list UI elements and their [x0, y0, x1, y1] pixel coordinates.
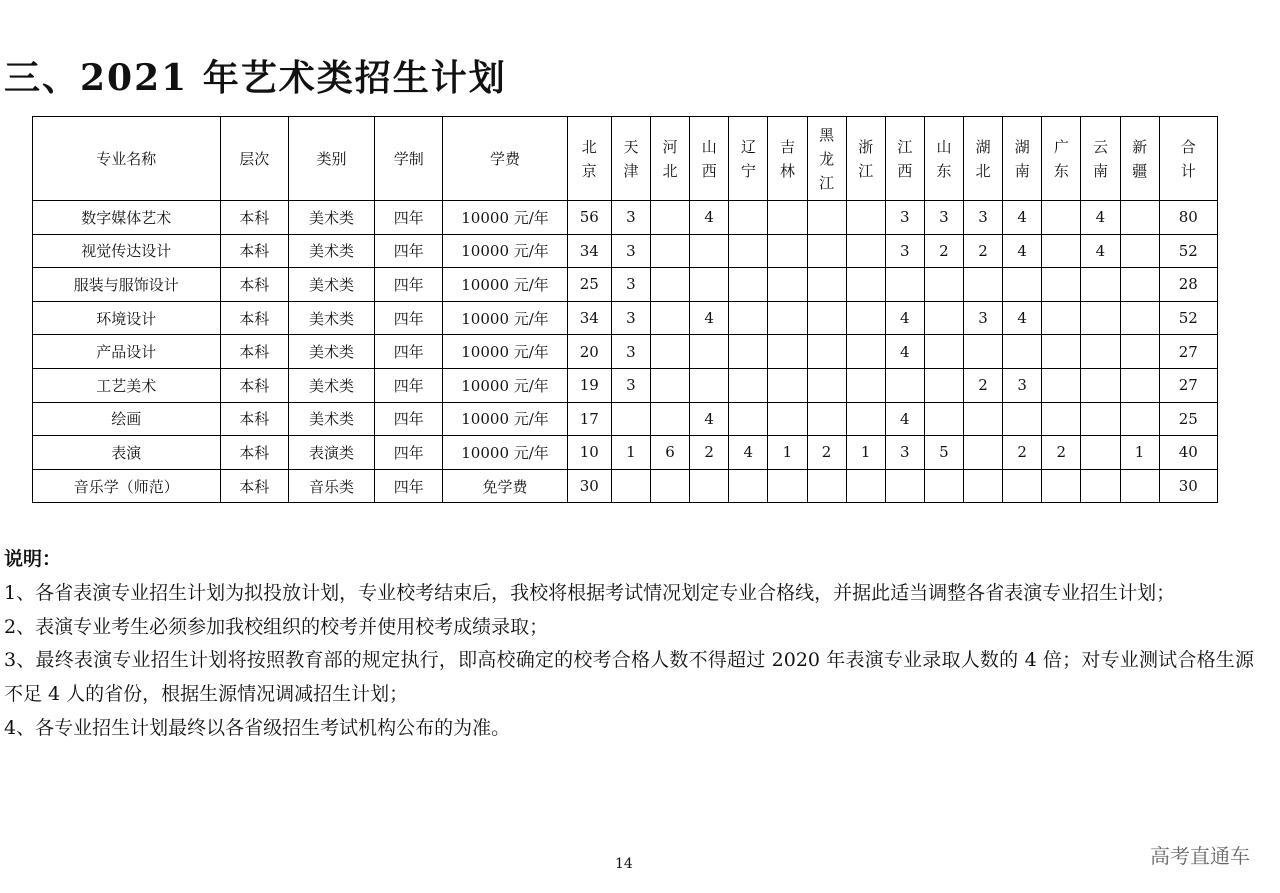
notes-section — [4, 543, 1254, 746]
header-province-label: 山东 — [936, 137, 952, 180]
total-cell: 80 — [1159, 201, 1217, 235]
province-count-cell: 30 — [567, 469, 611, 503]
province-count-cell: 3 — [611, 368, 650, 402]
province-count-cell — [846, 469, 885, 503]
province-count-cell: 3 — [611, 201, 650, 235]
fee-cell: 10000 元/年 — [443, 335, 567, 369]
province-count-cell — [1120, 335, 1159, 369]
major-cell: 表演 — [33, 436, 221, 470]
category-cell: 美术类 — [288, 335, 374, 369]
header-province-label: 吉林 — [779, 137, 795, 180]
province-count-cell — [651, 335, 690, 369]
level-cell: 本科 — [220, 201, 288, 235]
province-count-cell — [885, 368, 924, 402]
header-province-label: 河北 — [662, 137, 678, 180]
province-count-cell — [690, 234, 729, 268]
province-count-cell — [768, 469, 807, 503]
major-cell: 服装与服饰设计 — [33, 268, 221, 302]
province-count-cell: 4 — [1081, 234, 1120, 268]
province-count-cell — [729, 268, 768, 302]
total-cell: 25 — [1159, 402, 1217, 436]
province-count-cell — [807, 402, 846, 436]
province-count-cell — [807, 368, 846, 402]
header-duration: 学制 — [375, 117, 443, 201]
province-count-cell — [1042, 402, 1081, 436]
province-count-cell: 1 — [846, 436, 885, 470]
province-count-cell: 6 — [651, 436, 690, 470]
header-province — [651, 117, 690, 201]
province-count-cell — [924, 368, 963, 402]
province-count-cell — [768, 268, 807, 302]
province-count-cell: 3 — [924, 201, 963, 235]
header-province — [964, 117, 1003, 201]
header-category: 类别 — [288, 117, 374, 201]
province-count-cell — [768, 402, 807, 436]
header-province — [885, 117, 924, 201]
province-count-cell — [885, 469, 924, 503]
header-province — [1081, 117, 1120, 201]
fee-cell: 10000 元/年 — [443, 301, 567, 335]
total-cell: 27 — [1159, 335, 1217, 369]
province-count-cell: 3 — [1003, 368, 1042, 402]
header-fee: 学费 — [443, 117, 567, 201]
level-cell: 本科 — [220, 402, 288, 436]
level-cell: 本科 — [220, 368, 288, 402]
header-province — [1042, 117, 1081, 201]
province-count-cell — [964, 268, 1003, 302]
duration-cell: 四年 — [375, 335, 443, 369]
province-count-cell: 4 — [885, 335, 924, 369]
province-count-cell — [690, 335, 729, 369]
province-count-cell — [1042, 201, 1081, 235]
province-count-cell: 3 — [611, 335, 650, 369]
header-province — [1120, 117, 1159, 201]
header-province — [1003, 117, 1042, 201]
province-count-cell — [1120, 234, 1159, 268]
province-count-cell: 34 — [567, 234, 611, 268]
duration-cell: 四年 — [375, 301, 443, 335]
province-count-cell — [1003, 469, 1042, 503]
table-row — [33, 335, 1218, 369]
province-count-cell — [1120, 368, 1159, 402]
header-province — [729, 117, 768, 201]
province-count-cell — [729, 201, 768, 235]
header-province-label: 湖南 — [1014, 137, 1030, 180]
province-count-cell — [768, 335, 807, 369]
province-count-cell: 2 — [807, 436, 846, 470]
province-count-cell: 3 — [964, 201, 1003, 235]
header-province-label: 天津 — [623, 137, 639, 180]
major-cell: 产品设计 — [33, 335, 221, 369]
province-count-cell — [846, 368, 885, 402]
province-count-cell — [1042, 234, 1081, 268]
table-row — [33, 234, 1218, 268]
province-count-cell — [1003, 335, 1042, 369]
province-count-cell — [1120, 301, 1159, 335]
province-count-cell: 3 — [964, 301, 1003, 335]
category-cell: 美术类 — [288, 268, 374, 302]
province-count-cell — [651, 268, 690, 302]
level-cell: 本科 — [220, 268, 288, 302]
province-count-cell — [964, 469, 1003, 503]
province-count-cell — [807, 268, 846, 302]
province-count-cell: 4 — [1003, 301, 1042, 335]
province-count-cell — [729, 234, 768, 268]
header-total-label: 合计 — [1180, 137, 1196, 180]
province-count-cell — [846, 201, 885, 235]
header-province — [690, 117, 729, 201]
notes-heading: 说明： — [4, 548, 62, 570]
category-cell: 音乐类 — [288, 469, 374, 503]
province-count-cell — [964, 402, 1003, 436]
fee-cell: 10000 元/年 — [443, 368, 567, 402]
fee-cell: 10000 元/年 — [443, 436, 567, 470]
major-cell: 绘画 — [33, 402, 221, 436]
category-cell: 美术类 — [288, 301, 374, 335]
duration-cell: 四年 — [375, 234, 443, 268]
province-count-cell — [964, 436, 1003, 470]
table-row — [33, 368, 1218, 402]
header-province-label: 辽宁 — [740, 137, 756, 180]
province-count-cell — [768, 368, 807, 402]
province-count-cell — [1081, 469, 1120, 503]
fee-cell: 10000 元/年 — [443, 234, 567, 268]
header-total — [1159, 117, 1217, 201]
level-cell: 本科 — [220, 335, 288, 369]
province-count-cell — [846, 234, 885, 268]
province-count-cell — [729, 402, 768, 436]
fee-cell: 免学费 — [443, 469, 567, 503]
total-cell: 52 — [1159, 234, 1217, 268]
province-count-cell — [729, 335, 768, 369]
level-cell: 本科 — [220, 234, 288, 268]
province-count-cell: 2 — [1003, 436, 1042, 470]
header-province — [768, 117, 807, 201]
enrollment-plan-table — [32, 116, 1218, 503]
note-item-1: 1、各省表演专业招生计划为拟投放计划，专业校考结束后，我校将根据考试情况划定专业合格线，并据此适当调整各省表演专业招生计划； — [4, 581, 1176, 604]
province-count-cell — [768, 301, 807, 335]
province-count-cell — [846, 268, 885, 302]
table-row — [33, 469, 1218, 503]
province-count-cell — [1081, 368, 1120, 402]
province-count-cell: 56 — [567, 201, 611, 235]
province-count-cell: 4 — [885, 402, 924, 436]
province-count-cell — [1081, 402, 1120, 436]
province-count-cell — [1003, 268, 1042, 302]
province-count-cell: 3 — [611, 301, 650, 335]
province-count-cell — [964, 335, 1003, 369]
note-item-3: 3、最终表演专业招生计划将按照教育部的规定执行，即高校确定的校考合格人数不得超过 2020 年表演专业录取人数的 4 倍；对专业测试合格生源不足 4 人的省份，根据生源情况调减招生计划； — [4, 649, 1254, 706]
fee-cell: 10000 元/年 — [443, 268, 567, 302]
province-count-cell — [846, 301, 885, 335]
province-count-cell — [690, 368, 729, 402]
province-count-cell: 1 — [611, 436, 650, 470]
province-count-cell: 3 — [611, 268, 650, 302]
province-count-cell: 3 — [885, 234, 924, 268]
table-row — [33, 402, 1218, 436]
province-count-cell — [651, 201, 690, 235]
province-count-cell — [846, 335, 885, 369]
province-count-cell — [924, 335, 963, 369]
province-count-cell: 4 — [1081, 201, 1120, 235]
province-count-cell: 2 — [964, 368, 1003, 402]
province-count-cell — [611, 402, 650, 436]
province-count-cell — [651, 402, 690, 436]
province-count-cell — [1120, 469, 1159, 503]
province-count-cell: 4 — [1003, 201, 1042, 235]
province-count-cell — [651, 234, 690, 268]
province-count-cell — [1081, 335, 1120, 369]
province-count-cell — [729, 301, 768, 335]
page-title: 三、2021 年艺术类招生计划 — [4, 57, 507, 99]
header-province-label: 广东 — [1053, 137, 1069, 180]
table-row — [33, 201, 1218, 235]
province-count-cell — [846, 402, 885, 436]
header-province-label: 新疆 — [1132, 137, 1148, 180]
province-count-cell — [690, 268, 729, 302]
province-count-cell — [807, 201, 846, 235]
province-count-cell — [924, 268, 963, 302]
province-count-cell: 4 — [1003, 234, 1042, 268]
province-count-cell: 1 — [1120, 436, 1159, 470]
level-cell: 本科 — [220, 469, 288, 503]
province-count-cell: 3 — [885, 436, 924, 470]
header-major: 专业名称 — [33, 117, 221, 201]
category-cell: 表演类 — [288, 436, 374, 470]
province-count-cell: 17 — [567, 402, 611, 436]
province-count-cell — [768, 201, 807, 235]
province-count-cell: 4 — [690, 402, 729, 436]
table-row — [33, 301, 1218, 335]
category-cell: 美术类 — [288, 402, 374, 436]
province-count-cell — [1120, 268, 1159, 302]
province-count-cell: 10 — [567, 436, 611, 470]
province-count-cell: 19 — [567, 368, 611, 402]
duration-cell: 四年 — [375, 268, 443, 302]
province-count-cell: 4 — [690, 201, 729, 235]
province-count-cell — [690, 469, 729, 503]
header-province — [846, 117, 885, 201]
header-province — [611, 117, 650, 201]
table-row — [33, 436, 1218, 470]
province-count-cell — [807, 301, 846, 335]
province-count-cell: 2 — [1042, 436, 1081, 470]
header-province — [567, 117, 611, 201]
duration-cell: 四年 — [375, 201, 443, 235]
province-count-cell — [1042, 469, 1081, 503]
province-count-cell: 3 — [611, 234, 650, 268]
province-count-cell: 4 — [885, 301, 924, 335]
province-count-cell — [1042, 368, 1081, 402]
province-count-cell: 25 — [567, 268, 611, 302]
category-cell: 美术类 — [288, 201, 374, 235]
province-count-cell — [1081, 436, 1120, 470]
page-number: 14 — [615, 856, 633, 872]
header-level: 层次 — [220, 117, 288, 201]
province-count-cell: 5 — [924, 436, 963, 470]
province-count-cell — [1042, 268, 1081, 302]
watermark-text: 高考直通车 — [1150, 844, 1250, 868]
province-count-cell — [1042, 335, 1081, 369]
province-count-cell — [807, 469, 846, 503]
duration-cell: 四年 — [375, 402, 443, 436]
total-cell: 27 — [1159, 368, 1217, 402]
total-cell: 52 — [1159, 301, 1217, 335]
province-count-cell — [768, 234, 807, 268]
total-cell: 30 — [1159, 469, 1217, 503]
province-count-cell — [885, 268, 924, 302]
total-cell: 40 — [1159, 436, 1217, 470]
major-cell: 音乐学（师范） — [33, 469, 221, 503]
province-count-cell — [1120, 201, 1159, 235]
province-count-cell: 1 — [768, 436, 807, 470]
province-count-cell — [1081, 301, 1120, 335]
province-count-cell — [924, 301, 963, 335]
major-cell: 环境设计 — [33, 301, 221, 335]
province-count-cell: 2 — [924, 234, 963, 268]
category-cell: 美术类 — [288, 368, 374, 402]
province-count-cell — [651, 469, 690, 503]
province-count-cell — [1042, 301, 1081, 335]
fee-cell: 10000 元/年 — [443, 201, 567, 235]
header-province — [924, 117, 963, 201]
header-province — [807, 117, 846, 201]
major-cell: 数字媒体艺术 — [33, 201, 221, 235]
note-item-4: 4、各专业招生计划最终以各省级招生考试机构公布的为准。 — [4, 716, 511, 739]
category-cell: 美术类 — [288, 234, 374, 268]
province-count-cell: 2 — [964, 234, 1003, 268]
province-count-cell: 3 — [885, 201, 924, 235]
province-count-cell — [729, 469, 768, 503]
province-count-cell: 2 — [690, 436, 729, 470]
total-cell: 28 — [1159, 268, 1217, 302]
province-count-cell — [924, 402, 963, 436]
level-cell: 本科 — [220, 436, 288, 470]
header-province-label: 山西 — [701, 137, 717, 180]
province-count-cell — [611, 469, 650, 503]
duration-cell: 四年 — [375, 469, 443, 503]
province-count-cell — [651, 301, 690, 335]
duration-cell: 四年 — [375, 368, 443, 402]
province-count-cell — [1081, 268, 1120, 302]
note-item-2: 2、表演专业考生必须参加我校组织的校考并使用校考成绩录取； — [4, 615, 549, 638]
province-count-cell — [807, 335, 846, 369]
major-cell: 视觉传达设计 — [33, 234, 221, 268]
table-row — [33, 268, 1218, 302]
fee-cell: 10000 元/年 — [443, 402, 567, 436]
province-count-cell — [729, 368, 768, 402]
province-count-cell — [1120, 402, 1159, 436]
duration-cell: 四年 — [375, 436, 443, 470]
province-count-cell — [651, 368, 690, 402]
level-cell: 本科 — [220, 301, 288, 335]
table-header-row — [33, 117, 1218, 201]
header-province-label: 湖北 — [975, 137, 991, 180]
province-count-cell — [924, 469, 963, 503]
province-count-cell — [1003, 402, 1042, 436]
major-cell: 工艺美术 — [33, 368, 221, 402]
province-count-cell — [807, 234, 846, 268]
header-province-label: 江西 — [897, 137, 913, 180]
province-count-cell: 4 — [690, 301, 729, 335]
header-province-label: 云南 — [1092, 137, 1108, 180]
province-count-cell: 4 — [729, 436, 768, 470]
header-province-label: 黑龙江 — [819, 125, 835, 192]
province-count-cell: 20 — [567, 335, 611, 369]
header-province-label: 北京 — [581, 137, 597, 180]
header-province-label: 浙江 — [858, 137, 874, 180]
province-count-cell: 34 — [567, 301, 611, 335]
